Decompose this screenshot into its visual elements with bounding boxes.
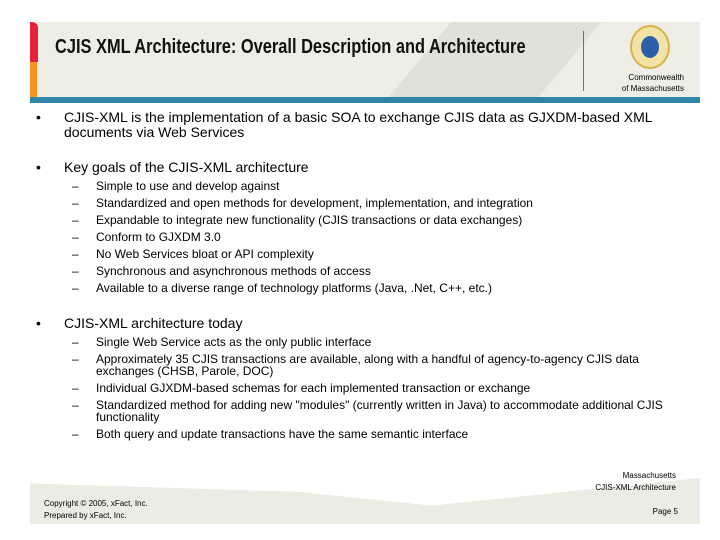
- sub-item: [36, 248, 686, 260]
- sub-item: [36, 282, 686, 294]
- bullet-item: [36, 160, 686, 175]
- bullet-marker: •: [36, 159, 41, 175]
- sub-item: [36, 382, 686, 394]
- footer-left: [44, 498, 148, 522]
- sub-item: [36, 265, 686, 277]
- sub-item: [36, 353, 686, 377]
- sub-item-text: Standardized and open methods for development, implementation, and integration: [96, 196, 533, 210]
- bullet-text: CJIS-XML is the implementation of a basic SOA to exchange CJIS data as GJXDM-based XML documents via Web Services: [64, 109, 653, 140]
- sub-item-text: Simple to use and develop against: [96, 179, 280, 193]
- sub-item: [36, 336, 686, 348]
- dash-marker: –: [72, 281, 79, 295]
- footer-right: [595, 470, 676, 494]
- page-number: Page 5: [652, 507, 678, 516]
- dash-marker: –: [72, 398, 79, 412]
- sub-item-text: Conform to GJXDM 3.0: [96, 230, 221, 244]
- sub-item-text: Expandable to integrate new functionality (CJIS transactions or data exchanges): [96, 213, 523, 227]
- sub-item: [36, 197, 686, 209]
- footer-project: CJIS-XML Architecture: [595, 483, 676, 492]
- dash-marker: –: [72, 427, 79, 441]
- sub-item-text: Approximately 35 CJIS transactions are available, along with a handful of agency-to-agency CJIS data exchanges (CHSB, Parole, DOC): [96, 352, 639, 378]
- dash-marker: –: [72, 196, 79, 210]
- slide-title: CJIS XML Architecture: Overall Description and Architecture: [55, 36, 526, 58]
- header-rule: [30, 97, 700, 103]
- bullet-list: [36, 110, 686, 445]
- bullet-marker: •: [36, 109, 41, 125]
- dash-marker: –: [72, 335, 79, 349]
- sub-item-text: No Web Services bloat or API complexity: [96, 247, 314, 261]
- accent-red: [30, 22, 38, 62]
- sub-item-text: Synchronous and asynchronous methods of access: [96, 264, 371, 278]
- divider: [583, 31, 584, 91]
- sub-item: [36, 180, 686, 192]
- bullet-marker: •: [36, 315, 41, 331]
- sub-item: [36, 214, 686, 226]
- dash-marker: –: [72, 264, 79, 278]
- bullet-item: [36, 110, 686, 140]
- sub-item: [36, 428, 686, 440]
- sub-item-text: Both query and update transactions have the same semantic interface: [96, 427, 469, 441]
- logo-line1: Commonwealth: [628, 73, 684, 82]
- dash-marker: –: [72, 179, 79, 193]
- dash-marker: –: [72, 230, 79, 244]
- sub-item-text: Individual GJXDM-based schemas for each implemented transaction or exchange: [96, 381, 531, 395]
- logo-line2: of Massachusetts: [621, 84, 684, 93]
- footer-org: Massachusetts: [622, 471, 676, 480]
- sub-item-text: Single Web Service acts as the only public interface: [96, 335, 372, 349]
- dash-marker: –: [72, 247, 79, 261]
- bullet-item: [36, 316, 686, 331]
- accent-orange: [30, 62, 37, 97]
- dash-marker: –: [72, 381, 79, 395]
- sub-item-text: Available to a diverse range of technology platforms (Java, .Net, C++, etc.): [96, 281, 492, 295]
- dash-marker: –: [72, 213, 79, 227]
- prepared-by: Prepared by xFact, Inc.: [44, 511, 127, 520]
- sub-item-text: Standardized method for adding new "modules" (currently written in Java) to accommodate additional CJIS functionality: [96, 398, 663, 424]
- bullet-text: CJIS-XML architecture today: [64, 315, 243, 331]
- sub-item: [36, 231, 686, 243]
- bullet-text: Key goals of the CJIS-XML architecture: [64, 159, 309, 175]
- commonwealth-label: [622, 72, 684, 94]
- sub-item: [36, 399, 686, 423]
- massachusetts-seal-icon: [630, 25, 670, 69]
- copyright: Copyright © 2005, xFact, Inc.: [44, 499, 148, 508]
- dash-marker: –: [72, 352, 79, 366]
- sub-list: [36, 180, 686, 294]
- sub-list: [36, 336, 686, 440]
